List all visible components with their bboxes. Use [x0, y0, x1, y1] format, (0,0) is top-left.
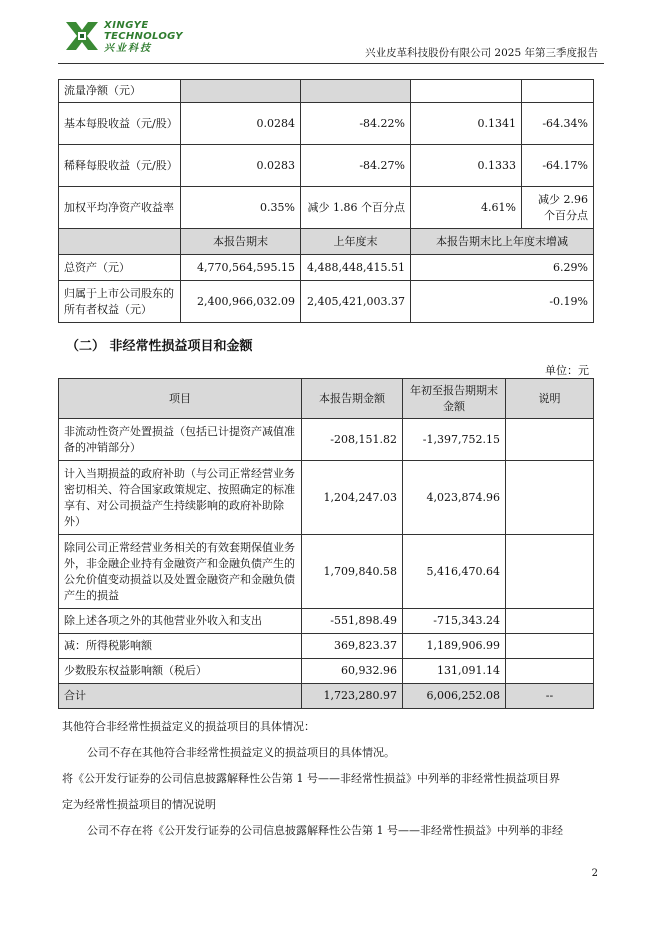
company-logo [64, 14, 189, 60]
table-cell: 0.0284 [181, 103, 301, 145]
paragraph: 公司不存在其他符合非经常性损益定义的损益项目的具体情况。 [87, 746, 395, 759]
table-cell [506, 461, 594, 535]
row-label: 除同公司正常经营业务相关的有效套期保值业务外，非金融企业持有金融资产和金融负债产生的公允价值变动损益以及处置金融资产和金融负债产生的损益 [59, 535, 302, 609]
table-cell: 131,091.14 [403, 659, 506, 684]
table-cell: 1,723,280.97 [302, 684, 403, 709]
logo-text-en-2: TECHNOLOGY [104, 31, 183, 42]
table-cell: 5,416,470.64 [403, 535, 506, 609]
table-row [59, 535, 594, 609]
row-label: 减：所得税影响额 [59, 634, 302, 659]
row-label: 计入当期损益的政府补助（与公司正常经营业务密切相关、符合国家政策规定、按照确定的标准享有、对公司损益产生持续影响的政府补助除外） [59, 461, 302, 535]
column-header: 本报告期末比上年度末增减 [411, 229, 594, 255]
table-cell [506, 659, 594, 684]
row-label: 除上述各项之外的其他营业外收入和支出 [59, 609, 302, 634]
table-header-row [59, 379, 594, 419]
section-title: （二） 非经常性损益项目和金额 [66, 339, 253, 354]
row-label: 少数股东权益影响额（税后） [59, 659, 302, 684]
table-cell: 2,400,966,032.09 [181, 281, 301, 323]
table-cell [411, 80, 522, 103]
table-cell: 6.29% [411, 255, 594, 281]
table-subheader-row [59, 229, 594, 255]
table-cell: 4,770,564,595.15 [181, 255, 301, 281]
table-cell: -0.19% [411, 281, 594, 323]
column-header: 本报告期末 [181, 229, 301, 255]
table-cell: 4,488,448,415.51 [301, 255, 411, 281]
paragraph: 定为经常性损益项目的情况说明 [62, 798, 216, 811]
table-cell: -64.17% [522, 145, 594, 187]
table-row [59, 187, 594, 229]
table-row [59, 461, 594, 535]
table-row [59, 255, 594, 281]
table-cell [506, 535, 594, 609]
page-number: 2 [591, 868, 598, 879]
paragraph: 将《公开发行证券的公司信息披露解释性公告第 1 号——非经常性损益》中列举的非经常性损益项目界 [62, 772, 560, 785]
non-recurring-items-table [58, 378, 594, 709]
table-cell: -84.22% [301, 103, 411, 145]
table-row [59, 281, 594, 323]
table-row [59, 634, 594, 659]
table-cell: 0.1341 [411, 103, 522, 145]
column-header: 上年度末 [301, 229, 411, 255]
table-cell: 1,189,906.99 [403, 634, 506, 659]
table-row [59, 103, 594, 145]
table-cell [506, 419, 594, 461]
table-cell: -208,151.82 [302, 419, 403, 461]
table-cell: -84.27% [301, 145, 411, 187]
table-cell: 2,405,421,003.37 [301, 281, 411, 323]
row-label: 基本每股收益（元/股） [59, 103, 181, 145]
table-cell: 0.0283 [181, 145, 301, 187]
table-cell: 1,204,247.03 [302, 461, 403, 535]
table-cell [506, 634, 594, 659]
column-header: 说明 [506, 379, 594, 419]
table-row [59, 659, 594, 684]
logo-text-en-1: XINGYE [104, 20, 149, 31]
column-header: 项目 [59, 379, 302, 419]
table-cell: -64.34% [522, 103, 594, 145]
table-cell: 1,709,840.58 [302, 535, 403, 609]
row-label: 稀释每股收益（元/股） [59, 145, 181, 187]
table-row [59, 145, 594, 187]
table-cell [506, 609, 594, 634]
table-cell: 4.61% [411, 187, 522, 229]
table-row [59, 609, 594, 634]
table-cell: -715,343.24 [403, 609, 506, 634]
table-row [59, 419, 594, 461]
table-cell: 0.1333 [411, 145, 522, 187]
table-cell [181, 80, 301, 103]
table-cell: -- [506, 684, 594, 709]
table-cell: 6,006,252.08 [403, 684, 506, 709]
table-total-row [59, 684, 594, 709]
row-label: 总资产（元） [59, 255, 181, 281]
header-divider [58, 63, 604, 64]
table-cell [522, 80, 594, 103]
row-label: 非流动性资产处置损益（包括已计提资产减值准备的冲销部分） [59, 419, 302, 461]
paragraph: 公司不存在将《公开发行证券的公司信息披露解释性公告第 1 号——非经常性损益》中列举的非经 [87, 824, 563, 837]
table-cell: 4,023,874.96 [403, 461, 506, 535]
table-cell: -1,397,752.15 [403, 419, 506, 461]
table-cell: 60,932.96 [302, 659, 403, 684]
row-label: 归属于上市公司股东的所有者权益（元） [59, 281, 181, 323]
table-row [59, 80, 594, 103]
unit-label: 单位：元 [545, 364, 589, 377]
table-cell [59, 229, 181, 255]
table-cell: 0.35% [181, 187, 301, 229]
row-label: 流量净额（元） [59, 80, 181, 103]
table-cell: 减少 1.86 个百分点 [301, 187, 411, 229]
logo-text-cn: 兴业科技 [104, 43, 152, 54]
row-label: 加权平均净资产收益率 [59, 187, 181, 229]
table-cell: -551,898.49 [302, 609, 403, 634]
logo-mark-icon [64, 18, 100, 54]
table-cell [301, 80, 411, 103]
column-header: 本报告期金额 [302, 379, 403, 419]
financial-indicators-table [58, 79, 594, 323]
table-cell: 减少 2.96 个百分点 [522, 187, 594, 229]
row-label: 合计 [59, 684, 302, 709]
column-header: 年初至报告期期末金额 [403, 379, 506, 419]
table-cell: 369,823.37 [302, 634, 403, 659]
paragraph: 其他符合非经常性损益定义的损益项目的具体情况： [62, 720, 315, 733]
report-header-title: 兴业皮革科技股份有限公司 2025 年第三季度报告 [365, 47, 598, 59]
